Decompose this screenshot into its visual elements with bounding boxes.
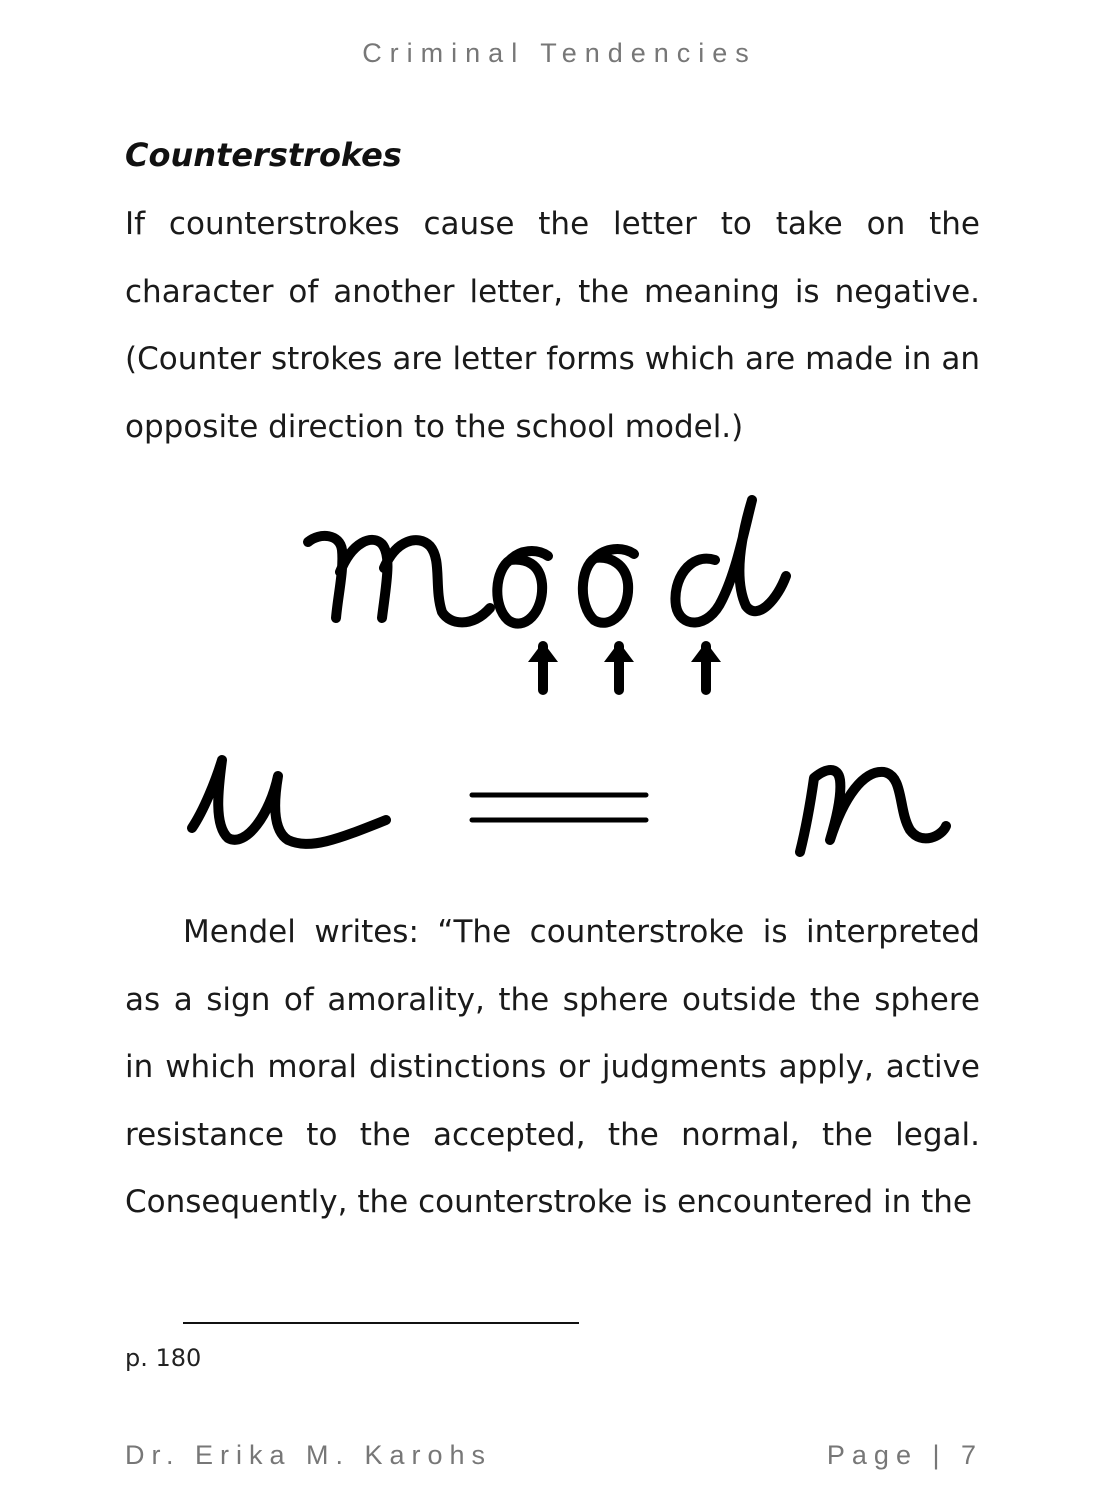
body-paragraph-2: Mendel writes: “The counterstroke is interpreted as a sign of amorality, the sphere outside the sphere in which moral distinctions or judgments apply, active resistance to the accepted, the normal, the legal. Consequently, the counterstroke is encountered in the (125, 914, 980, 1220)
arrow-up-icon (691, 642, 721, 690)
footnote-text: p. 180 (125, 1344, 202, 1372)
handwriting-letter-u (192, 760, 386, 844)
handwriting-word-mood (308, 500, 786, 624)
footer-author: Dr. Erika M. Karohs (125, 1440, 493, 1470)
equals-sign (472, 795, 646, 820)
footnote-divider (183, 1322, 579, 1324)
section-title: Counterstrokes (125, 136, 402, 174)
handwriting-figure (160, 480, 980, 880)
handwriting-letter-n (800, 770, 946, 852)
body-paragraph-1: If counterstrokes cause the letter to take on the character of another letter, the meaning is negative. (Counter strokes are letter forms which are made in an opposite direction to the school model.) (125, 206, 980, 445)
arrow-up-icon (528, 642, 558, 690)
footer-page-number: Page | 7 (826, 1440, 983, 1470)
arrow-up-icon (604, 642, 634, 690)
running-header-title: Criminal Tendencies (362, 38, 757, 68)
